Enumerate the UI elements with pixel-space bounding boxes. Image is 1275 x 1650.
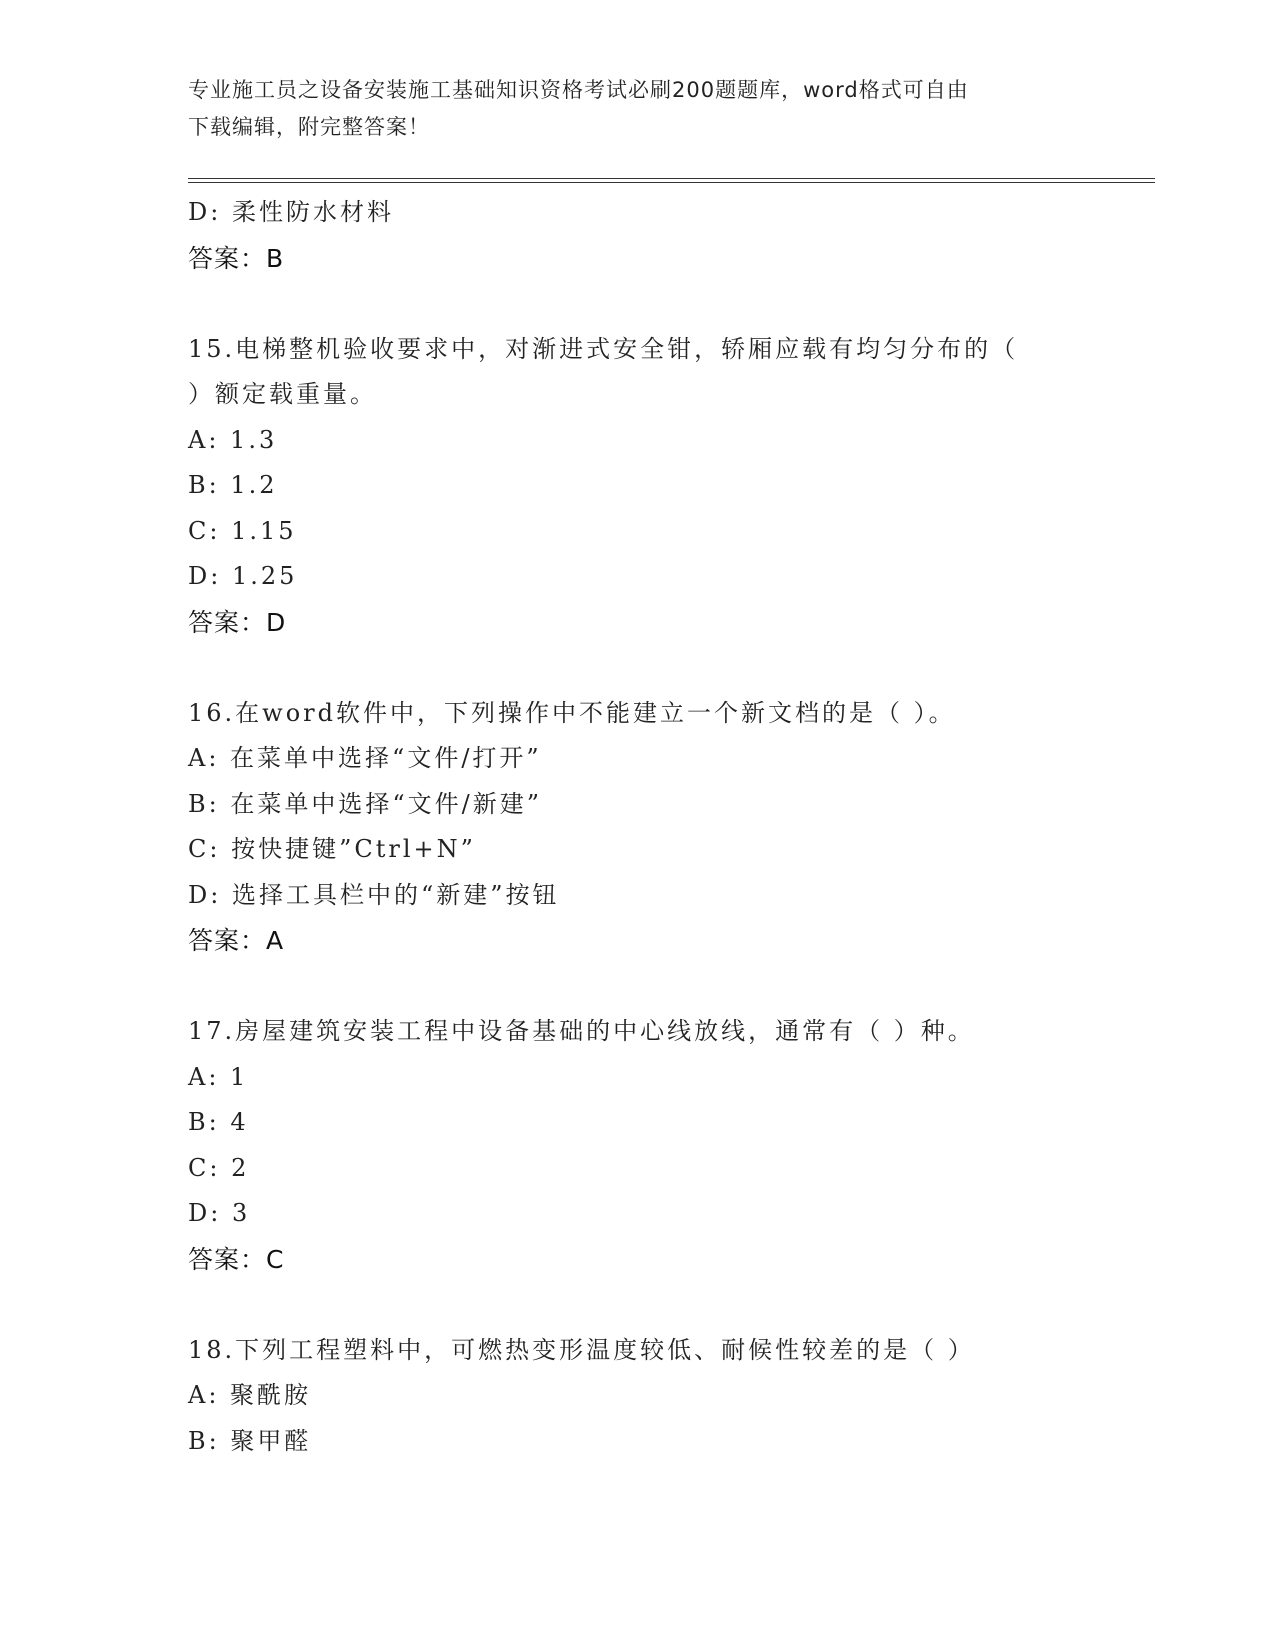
question-list bbox=[188, 190, 1088, 1464]
option-b: B: 在菜单中选择“文件/新建” bbox=[188, 789, 542, 818]
option-d: D: 3 bbox=[188, 1199, 251, 1227]
answer-line: 答案：D bbox=[188, 607, 287, 637]
document-header bbox=[188, 72, 1088, 146]
option-d: D: 选择工具栏中的“新建”按钮 bbox=[188, 880, 560, 909]
spacer bbox=[188, 964, 1088, 1010]
spacer bbox=[188, 645, 1088, 691]
header-title-line-1: 专业施工员之设备安装施工基础知识资格考试必刷200题题库，word格式可自由 bbox=[188, 78, 969, 102]
option-b: B: 4 bbox=[188, 1108, 249, 1136]
option-a: A: 聚酰胺 bbox=[188, 1381, 312, 1409]
option-b: B: 聚甲醛 bbox=[188, 1426, 312, 1455]
option-a: A: 1 bbox=[188, 1062, 249, 1091]
spacer bbox=[188, 1282, 1088, 1328]
answer-line: 答案：A bbox=[188, 926, 285, 955]
answer-line: 答案：C bbox=[188, 1244, 285, 1274]
option-c: C: 1.15 bbox=[188, 516, 297, 545]
option-b: B: 1.2 bbox=[188, 471, 278, 499]
answer-line: 答案：B bbox=[188, 243, 285, 273]
option-a: A: 在菜单中选择“文件/打开” bbox=[188, 744, 542, 772]
question-stem: 15.电梯整机验收要求中，对渐进式安全钳，轿厢应载有均匀分布的（ bbox=[188, 334, 1019, 363]
question-stem: 16.在word软件中，下列操作中不能建立一个新文档的是（ ）。 bbox=[188, 698, 956, 727]
question-15 bbox=[188, 327, 1088, 646]
option-d: D: 1.25 bbox=[188, 562, 298, 590]
header-divider bbox=[188, 178, 1155, 183]
question-16 bbox=[188, 691, 1088, 964]
header-title-line-2: 下载编辑，附完整答案！ bbox=[188, 115, 430, 139]
question-stem: 17.房屋建筑安装工程中设备基础的中心线放线，通常有（ ）种。 bbox=[188, 1017, 975, 1045]
option-a: A: 1.3 bbox=[188, 425, 278, 454]
question-18 bbox=[188, 1328, 1088, 1465]
option-c: C: 2 bbox=[188, 1153, 250, 1182]
question-stem-continued: ）额定载重量。 bbox=[188, 380, 377, 408]
option-d: D: 柔性防水材料 bbox=[188, 198, 394, 226]
question-stem: 18.下列工程塑料中，可燃热变形温度较低、耐候性较差的是（ ） bbox=[188, 1335, 975, 1364]
option-c: C: 按快捷键”Ctrl+N” bbox=[188, 835, 476, 863]
question-17 bbox=[188, 1009, 1088, 1282]
spacer bbox=[188, 281, 1088, 327]
